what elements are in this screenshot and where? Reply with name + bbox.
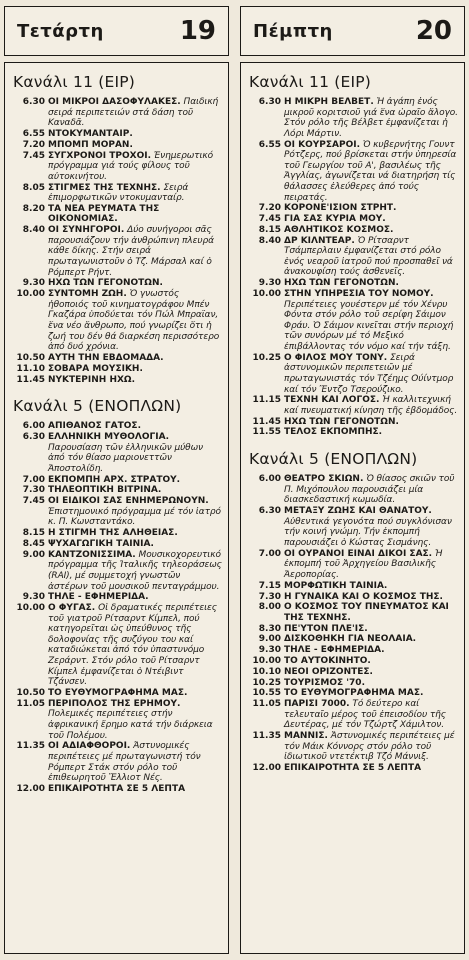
program-time: 12.00 bbox=[252, 763, 281, 774]
program-entry bbox=[11, 528, 222, 539]
program-text bbox=[48, 183, 222, 204]
section-gap bbox=[11, 385, 222, 393]
program-title: ΝΥΚΤΕΡΙΝΗ ΗΧΩ. bbox=[48, 374, 135, 385]
program-description: Ἡ καλλιτεχνική καί πνευματική κίνηση τῆς ἑβδομάδος. bbox=[284, 395, 458, 416]
program-text bbox=[284, 731, 458, 763]
program-entry bbox=[247, 699, 458, 731]
program-title: ΜΕΤΑΞΥ ΖΩΗΣ ΚΑΙ ΘΑΝΑΤΟΥ. bbox=[284, 506, 432, 517]
program-title: Ο ΦΥΓΑΣ. bbox=[48, 603, 96, 614]
program-title: ΕΠΙΚΑΙΡΟΤΗΤΑ ΣΕ 5 ΛΕΠΤΑ bbox=[48, 783, 186, 794]
program-time: 11.10 bbox=[16, 363, 45, 374]
program-time: 9.30 bbox=[258, 278, 281, 289]
program-text bbox=[48, 603, 222, 688]
program-time: 8.15 bbox=[258, 224, 281, 235]
program-text bbox=[284, 667, 458, 678]
program-title: ΕΠΙΚΑΙΡΟΤΗΤΑ ΣΕ 5 ΛΕΠΤΑ bbox=[284, 763, 422, 774]
program-time: 10.50 bbox=[16, 352, 45, 363]
program-title: ΘΕΑΤΡΟ ΣΚΙΩΝ. bbox=[284, 474, 364, 485]
program-time: 10.25 bbox=[252, 352, 281, 363]
program-entry bbox=[247, 678, 458, 689]
program-description: Ἀστυνομικές περιπέτειες μέ τόν Μάικ Κόννορς στόν ρόλο τοῦ ἰδιωτικοῦ ντετέκτιβ Τζό Μάννιξ. bbox=[284, 731, 455, 763]
program-time: 9.30 bbox=[22, 278, 45, 289]
program-time: 7.00 bbox=[22, 474, 45, 485]
program-time: 8.40 bbox=[258, 235, 281, 246]
program-entry bbox=[247, 592, 458, 603]
program-description: Δύο συνήγοροι σᾶς παρουσιάζουν τήν ἀνθρώπινη πλευρά κάθε δίκης. Στήν σειρά πρωταγωνιστοῦν ὁ Τζ. Μάρσαλ καί ὁ Ρόμπερτ Ρήντ. bbox=[48, 225, 214, 278]
program-text bbox=[284, 688, 458, 699]
program-entry bbox=[11, 475, 222, 486]
program-entry bbox=[11, 183, 222, 204]
program-time: 6.30 bbox=[22, 97, 45, 107]
program-title: ΤΗΛΕΟΠΤΙΚΗ ΒΙΤΡΙΝΑ. bbox=[48, 485, 162, 496]
program-time: 8.40 bbox=[22, 225, 45, 236]
program-time: 10.00 bbox=[252, 656, 281, 667]
program-title: ΓΙΑ ΣΑΣ ΚΥΡΙΑ ΜΟΥ. bbox=[284, 214, 386, 225]
program-text bbox=[284, 506, 458, 548]
program-time: 7.15 bbox=[258, 580, 281, 591]
program-time: 7.45 bbox=[22, 496, 45, 507]
program-description: Οἱ δραματικές περιπέτειες τοῦ γιατροῦ Ρίτσαρντ Κίμπελ, πού κατηγορεῖται ὡς ὑπεύθυνος τῆς δολοφονίας τῆς συζύγου του καί καταδιώκεται ἀπό τόν ὑπαστυνόμο Ζεράρντ. Στόν ρόλο τοῦ Ρίτσαρντ Κίμπελ ἐμφανίζεται ὁ Ντέιβιντ Τζάνσεν. bbox=[48, 603, 217, 688]
schedule-body bbox=[4, 62, 229, 954]
program-text bbox=[48, 688, 222, 699]
program-title: ΔΡ ΚΙΛΝΤΕΑΡ. bbox=[284, 235, 355, 246]
program-text bbox=[48, 97, 222, 129]
day-header bbox=[4, 6, 229, 56]
program-title: ΗΧΩ ΤΩΝ ΓΕΓΟΝΟΤΩΝ. bbox=[284, 278, 399, 289]
program-title: ΟΙ ΣΥΝΗΓΟΡΟΙ. bbox=[48, 225, 125, 236]
program-time: 8.45 bbox=[22, 538, 45, 549]
program-text bbox=[284, 225, 458, 236]
program-time: 11.45 bbox=[16, 374, 45, 385]
program-description: Σειρά ἐπιμορφωτικῶν ντοκυμανταίρ. bbox=[48, 182, 189, 204]
program-title: ΤΗΛΕ - ΕΦΗΜΕΡΙΔΑ. bbox=[284, 645, 385, 656]
program-text bbox=[284, 624, 458, 635]
program-text bbox=[48, 741, 222, 783]
program-title: ΜΠΟΜΠ ΜΟΡΑΝ. bbox=[48, 139, 133, 150]
program-title: ΨΥΧΑΓΩΓΙΚΗ ΤΑΙΝΙΑ. bbox=[48, 538, 154, 549]
program-text bbox=[48, 485, 222, 496]
program-text bbox=[284, 763, 458, 774]
program-entry bbox=[11, 784, 222, 795]
program-text bbox=[284, 203, 458, 214]
program-entry bbox=[11, 129, 222, 140]
program-time: 12.00 bbox=[16, 783, 45, 794]
program-entry bbox=[11, 699, 222, 741]
program-title: ΗΧΩ ΤΩΝ ΓΕΓΟΝΟΤΩΝ. bbox=[284, 416, 399, 427]
program-title: Η ΜΙΚΡΗ ΒΕΛΒΕΤ. bbox=[284, 97, 374, 107]
wednesday-column bbox=[4, 6, 229, 954]
program-text bbox=[284, 678, 458, 689]
program-time: 9.00 bbox=[22, 549, 45, 560]
program-text bbox=[48, 592, 222, 603]
program-title: ΟΙ ΑΔΙΑΦΘΟΡΟΙ. bbox=[48, 741, 131, 752]
program-description: Ἡ ἐκπομπή τοῦ Ἀρχηγείου Βασιλικῆς Ἀεροπορίας. bbox=[284, 548, 443, 580]
program-title: Η ΓΥΝΑΙΚΑ ΚΑΙ Ο ΚΟΣΜΟΣ ΤΗΣ. bbox=[284, 591, 443, 602]
program-title: ΣΟΒΑΡΑ ΜΟΥΣΙΚΗ. bbox=[48, 363, 143, 374]
program-time: 10.00 bbox=[16, 603, 45, 614]
program-time: 6.30 bbox=[258, 97, 281, 107]
program-text bbox=[48, 550, 222, 592]
program-title: ΔΙΣΚΟΘΗΚΗ ΓΙΑ ΝΕΟΛΑΙΑ. bbox=[284, 634, 417, 645]
program-text bbox=[48, 475, 222, 486]
program-title: ΤΟ ΑΥΤΟΚΙΝΗΤΟ. bbox=[284, 656, 371, 667]
program-text bbox=[284, 140, 458, 204]
program-text bbox=[48, 375, 222, 386]
program-entry bbox=[247, 225, 458, 236]
program-text bbox=[48, 278, 222, 289]
program-title: ΤΗΛΕ - ΕΦΗΜΕΡΙΔΑ. bbox=[48, 592, 149, 603]
program-entry bbox=[247, 667, 458, 678]
program-title: ΠΕ'ΥΤΟΝ ΠΛΕ'ΙΣ. bbox=[284, 623, 368, 634]
program-time: 10.10 bbox=[252, 666, 281, 677]
program-time: 10.50 bbox=[16, 688, 45, 698]
program-entry bbox=[11, 550, 222, 592]
program-text bbox=[284, 699, 458, 731]
program-entry bbox=[247, 506, 458, 548]
program-text bbox=[284, 417, 458, 428]
thursday-column bbox=[240, 6, 465, 954]
program-text bbox=[48, 140, 222, 151]
program-description: Πολεμικές περιπέτειες στήν ἀφρικανική ἔρημο κατά τήν διάρκεια τοῦ Πολέμου. bbox=[48, 709, 213, 741]
day-date: 19 bbox=[179, 16, 216, 46]
day-header bbox=[240, 6, 465, 56]
program-time: 6.00 bbox=[22, 421, 45, 432]
program-entry bbox=[11, 151, 222, 183]
program-time: 11.55 bbox=[252, 427, 281, 438]
program-time: 6.55 bbox=[258, 139, 281, 150]
program-time: 7.20 bbox=[258, 203, 281, 214]
program-title: ΤΟΥΡΙΣΜΟΣ '70. bbox=[284, 677, 365, 688]
program-title: ΗΧΩ ΤΩΝ ΓΕΓΟΝΟΤΩΝ. bbox=[48, 278, 163, 289]
program-entry bbox=[247, 395, 458, 416]
program-entry bbox=[11, 353, 222, 364]
program-entry bbox=[11, 592, 222, 603]
program-entry bbox=[247, 140, 458, 204]
program-text bbox=[48, 421, 222, 432]
program-text bbox=[48, 364, 222, 375]
program-title: ΤΟ ΕΥΘΥΜΟΓΡΑΦΗΜΑ ΜΑΣ. bbox=[48, 688, 188, 698]
program-time: 6.30 bbox=[258, 506, 281, 517]
program-entry bbox=[247, 731, 458, 763]
program-time: 7.30 bbox=[22, 485, 45, 496]
program-title: ΑΥΤΗ ΤΗΝ ΕΒΔΟΜΑΔΑ. bbox=[48, 352, 164, 363]
program-time: 7.30 bbox=[258, 591, 281, 602]
program-time: 11.35 bbox=[252, 731, 281, 742]
program-time: 11.45 bbox=[252, 416, 281, 427]
program-time: 11.05 bbox=[252, 699, 281, 710]
program-entry bbox=[11, 289, 222, 353]
program-time: 7.00 bbox=[258, 548, 281, 559]
program-text bbox=[284, 97, 458, 139]
program-entry bbox=[247, 214, 458, 225]
program-entry bbox=[11, 688, 222, 699]
program-title: Ο ΚΟΣΜΟΣ ΤΟΥ ΠΝΕΥΜΑΤΟΣ ΚΑΙ ΤΗΣ ΤΕΧΝΗΣ. bbox=[284, 602, 449, 623]
program-title: ΤΕΧΝΗ ΚΑΙ ΛΟΓΟΣ. bbox=[284, 395, 380, 406]
program-text bbox=[48, 151, 222, 183]
program-time: 10.55 bbox=[252, 688, 281, 699]
program-description: Τό δεύτερο καί τελευταῖο μέρος τοῦ ἐπεισοδίου τῆς Δευτέρας, μέ τόν Τζώρτζ Χάμιλτον. bbox=[284, 699, 446, 731]
channel-heading: Κανάλι 11 (ΕΙΡ) bbox=[13, 73, 136, 91]
program-entry bbox=[247, 634, 458, 645]
program-title: ΕΚΠΟΜΠΗ ΑΡΧ. ΣΤΡΑΤΟΥ. bbox=[48, 474, 181, 485]
program-description: Ἀστυνομικές περιπέτειες μέ πρωταγωνιστή τόν Ρόμπερτ Στάκ στόν ρόλο τοῦ ἐπιθεωρητοῦ Ἔλλιοτ Νές. bbox=[48, 741, 201, 784]
program-description: Παρουσίαση τῶν ἑλληνικῶν μύθων ἀπό τόν θίασο μαριονεττῶν Ἀποστολίδη. bbox=[48, 442, 203, 474]
program-time: 6.30 bbox=[22, 432, 45, 443]
program-title: ΜΑΝΝΙΣ. bbox=[284, 731, 328, 742]
program-entry bbox=[247, 763, 458, 774]
program-title: ΕΛΛΗΝΙΚΗ ΜΥΘΟΛΟΓΙΑ. bbox=[48, 432, 169, 443]
program-text bbox=[48, 539, 222, 550]
program-entry bbox=[11, 539, 222, 550]
program-title: Η ΣΤΙΓΜΗ ΤΗΣ ΑΛΗΘΕΙΑΣ. bbox=[48, 528, 178, 539]
program-time: 11.15 bbox=[252, 395, 281, 406]
program-title: ΟΙ ΟΥΡΑΝΟΙ ΕΙΝΑΙ ΔΙΚΟΙ ΣΑΣ. bbox=[284, 548, 433, 559]
program-time: 9.00 bbox=[258, 634, 281, 645]
program-title: ΤΑ ΝΕΑ ΡΕΥΜΑΤΑ ΤΗΣ ΟΙΚΟΝΟΜΙΑΣ. bbox=[48, 203, 160, 225]
program-entry bbox=[11, 375, 222, 386]
program-entry bbox=[247, 645, 458, 656]
program-description: Ἐνημερωτικό πρόγραμμα γιά τούς φίλους τοῦ αὐτοκινήτου. bbox=[48, 150, 214, 182]
channel-heading: Κανάλι 11 (ΕΙΡ) bbox=[249, 73, 372, 91]
program-title: ΣΤΗΝ ΥΠΗΡΕΣΙΑ ΤΟΥ ΝΟΜΟΥ. bbox=[284, 289, 434, 299]
program-time: 8.00 bbox=[258, 602, 281, 613]
program-text bbox=[48, 289, 222, 353]
program-entry bbox=[247, 602, 458, 623]
program-entry bbox=[11, 741, 222, 783]
program-description: Παιδική σειρά περιπετειών στά δάση τοῦ Καναδᾶ. bbox=[48, 97, 219, 129]
program-title: ΤΟ ΕΥΘΥΜΟΓΡΑΦΗΜΑ ΜΑΣ. bbox=[284, 688, 424, 699]
program-text bbox=[284, 474, 458, 506]
program-title: ΠΑΡΙΣΙ 7000. bbox=[284, 699, 350, 710]
program-entry bbox=[247, 417, 458, 428]
program-title: ΚΟΡΟΝΕ'ΙΣΙΟΝ ΣΤΡΗΤ. bbox=[284, 203, 397, 214]
program-time: 10.00 bbox=[16, 289, 45, 300]
program-text bbox=[284, 278, 458, 289]
program-text bbox=[284, 602, 458, 623]
program-text bbox=[48, 204, 222, 225]
program-time: 10.25 bbox=[252, 677, 281, 688]
program-description: Περιπέτειες γουέστερν μέ τόν Χένρυ Φόντα στόν ρόλο τοῦ σερίφη Σάιμον Φράυ. Ὁ Σάιμον κινεῖται στήν περιοχή τῶν συνόρων μέ τό Μεξικό ἐπιβάλλοντας τόν νόμο καί τήν τάξη. bbox=[284, 299, 454, 352]
program-text bbox=[48, 225, 222, 278]
program-text bbox=[284, 656, 458, 667]
program-entry bbox=[11, 225, 222, 278]
program-entry bbox=[247, 97, 458, 139]
program-entry bbox=[11, 140, 222, 151]
program-title: ΤΕΛΟΣ ΕΚΠΟΜΠΗΣ. bbox=[284, 427, 383, 438]
program-text bbox=[284, 645, 458, 656]
program-text bbox=[48, 353, 222, 364]
program-text bbox=[48, 699, 222, 741]
schedule-body bbox=[240, 62, 465, 954]
program-entry bbox=[247, 289, 458, 353]
channel-heading: Κανάλι 5 (ΕΝΟΠΛΩΝ) bbox=[249, 450, 418, 469]
program-time: 8.20 bbox=[22, 203, 45, 214]
program-time: 8.05 bbox=[22, 182, 45, 193]
program-time: 6.00 bbox=[258, 474, 281, 485]
program-text bbox=[284, 236, 458, 278]
program-entry bbox=[247, 236, 458, 278]
program-entry bbox=[11, 603, 222, 688]
program-time: 8.30 bbox=[258, 623, 281, 634]
program-title: ΣΥΝΤΟΜΗ ΖΩΗ. bbox=[48, 289, 127, 300]
program-text bbox=[284, 427, 458, 438]
program-time: 7.20 bbox=[22, 139, 45, 150]
program-description: Αὐθεντικά γεγονότα πού συγκλόνισαν τήν κοινή γνώμη. Τήν ἐκπομπή παρουσιάζει ὁ Κώστας Σισμάνης. bbox=[284, 516, 452, 548]
section-gap bbox=[247, 438, 458, 446]
program-description: Ἐπιστημονικό πρόγραμμα μέ τόν ἰατρό κ. Π. Κωνσταντάκο. bbox=[48, 506, 221, 528]
program-time: 7.45 bbox=[22, 150, 45, 161]
program-text bbox=[284, 289, 458, 353]
program-text bbox=[284, 592, 458, 603]
program-text bbox=[48, 496, 222, 528]
channel-heading: Κανάλι 5 (ΕΝΟΠΛΩΝ) bbox=[13, 397, 182, 416]
program-title: ΝΤΟΚΥΜΑΝΤΑΙΡ. bbox=[48, 128, 133, 139]
program-text bbox=[48, 432, 222, 474]
program-entry bbox=[247, 278, 458, 289]
program-time: 9.30 bbox=[22, 592, 45, 603]
program-entry bbox=[247, 688, 458, 699]
program-title: ΣΤΙΓΜΕΣ ΤΗΣ ΤΕΧΝΗΣ. bbox=[48, 182, 161, 193]
program-title: ΟΙ ΚΟΥΡΣΑΡΟΙ. bbox=[284, 139, 360, 150]
day-name: Πέμπτη bbox=[253, 20, 333, 42]
program-description: Ἡ ἀγάπη ἑνός μικροῦ κοριτσιοῦ γιά ἕνα ὡραῖο ἄλογο. Στόν ρόλο τῆς Βέλβετ ἐμφανίζεται ἡ Λόρι Μάρτιν. bbox=[284, 97, 458, 139]
program-title: ΟΙ ΕΙΔΙΚΟΙ ΣΑΣ ΕΝΗΜΕΡΩΝΟΥΝ. bbox=[48, 496, 209, 507]
program-text bbox=[48, 129, 222, 140]
program-text bbox=[284, 395, 458, 416]
program-title: ΑΘΛΗΤΙΚΟΣ ΚΟΣΜΟΣ. bbox=[284, 224, 394, 235]
program-description: Ὁ κυβερνήτης Γουντ Ρότζερς, πού βρίσκεται στήν ὑπηρεσία τοῦ Γεωργίου τοῦ Α', βασιλέως τῆς Ἀγγλίας, ἀγωνίζεται νά διατηρήση τίς θάλασσες ἐλεύθερες ἀπό τούς πειρατάς. bbox=[284, 139, 457, 203]
program-title: Ο ΦΙΛΟΣ ΜΟΥ ΤΟΝΥ. bbox=[284, 352, 388, 363]
program-entry bbox=[247, 624, 458, 635]
program-time: 11.35 bbox=[16, 741, 45, 752]
day-date: 20 bbox=[415, 16, 452, 46]
program-text bbox=[284, 353, 458, 395]
program-title: ΝΕΟΙ ΟΡΙΖΟΝΤΕΣ. bbox=[284, 666, 373, 677]
program-entry bbox=[11, 496, 222, 528]
program-text bbox=[48, 784, 222, 795]
program-title: ΣΥΓΧΡΟΝΟΙ ΤΡΟΧΟΙ. bbox=[48, 150, 151, 161]
program-entry bbox=[11, 97, 222, 129]
program-entry bbox=[247, 656, 458, 667]
program-entry bbox=[247, 353, 458, 395]
program-entry bbox=[11, 364, 222, 375]
program-description: Μουσικοχορευτικό πρόγραμμα τῆς Ἰταλικῆς τηλεοράσεως (RAI), μέ συμμετοχή γνωστῶν ἀστέρων τοῦ μουσικοῦ πενταγράμμου. bbox=[48, 549, 222, 592]
program-entry bbox=[11, 421, 222, 432]
program-text bbox=[284, 634, 458, 645]
program-entry bbox=[247, 203, 458, 214]
program-title: ΠΕΡΙΠΟΛΟΣ ΤΗΣ ΕΡΗΜΟΥ. bbox=[48, 698, 181, 709]
program-entry bbox=[11, 485, 222, 496]
program-description: Ὁ Ρίτσαρντ Τσάμπερλαιν ἐμφανίζεται στό ρόλο ἑνός νεαροῦ ἰατροῦ πού προσπαθεῖ νά ἀνακουφίση τούς ἀσθενεῖς. bbox=[284, 235, 453, 278]
program-description: Σειρά ἀστυνομικῶν περιπετειῶν μέ πρωταγωνιστάς τόν Τζέημς Ούίντμορ καί τόν Ἔντζο Τσερούζικο. bbox=[284, 352, 454, 395]
program-time: 9.30 bbox=[258, 645, 281, 656]
program-title: ΑΠΙΘΑΝΟΣ ΓΑΤΟΣ. bbox=[48, 421, 141, 432]
program-entry bbox=[247, 474, 458, 506]
program-text bbox=[284, 581, 458, 592]
program-time: 10.00 bbox=[252, 289, 281, 299]
program-text bbox=[48, 528, 222, 539]
program-entry bbox=[11, 204, 222, 225]
program-entry bbox=[247, 581, 458, 592]
program-time: 7.45 bbox=[258, 214, 281, 225]
program-description: Ὁ γνωστός ἠθοποιός τοῦ κινηματογράφου Μπέν Γκαζάρα ὑποδύεται τόν Πώλ Μπραϊαν, ἕνα νέο ἄνθρωπο, πού γνωρίζει ὅτι ἡ ζωή του δέν θά διαρκέση περισσότερο ἀπό δυό χρόνια. bbox=[48, 289, 220, 353]
program-text bbox=[284, 214, 458, 225]
program-text bbox=[284, 549, 458, 581]
program-title: ΟΙ ΜΙΚΡΟΙ ΔΑΣΟΦΥΛΑΚΕΣ. bbox=[48, 97, 181, 107]
program-entry bbox=[247, 549, 458, 581]
program-entry bbox=[11, 432, 222, 474]
program-time: 8.15 bbox=[22, 528, 45, 539]
program-title: ΜΟΡΦΩΤΙΚΗ ΤΑΙΝΙΑ. bbox=[284, 580, 388, 591]
program-time: 11.05 bbox=[16, 698, 45, 709]
day-name: Τετάρτη bbox=[17, 20, 104, 42]
program-description: Ὁ θίασος σκιῶν τοῦ Π. Μιχόπουλου παρουσιάζει μία διασκεδαστική κωμωδία. bbox=[284, 474, 455, 506]
program-time: 6.55 bbox=[22, 128, 45, 139]
program-entry bbox=[247, 427, 458, 438]
program-title: ΚΑΝΤΖΟΝΙΣΣΙΜΑ. bbox=[48, 549, 136, 560]
program-entry bbox=[11, 278, 222, 289]
